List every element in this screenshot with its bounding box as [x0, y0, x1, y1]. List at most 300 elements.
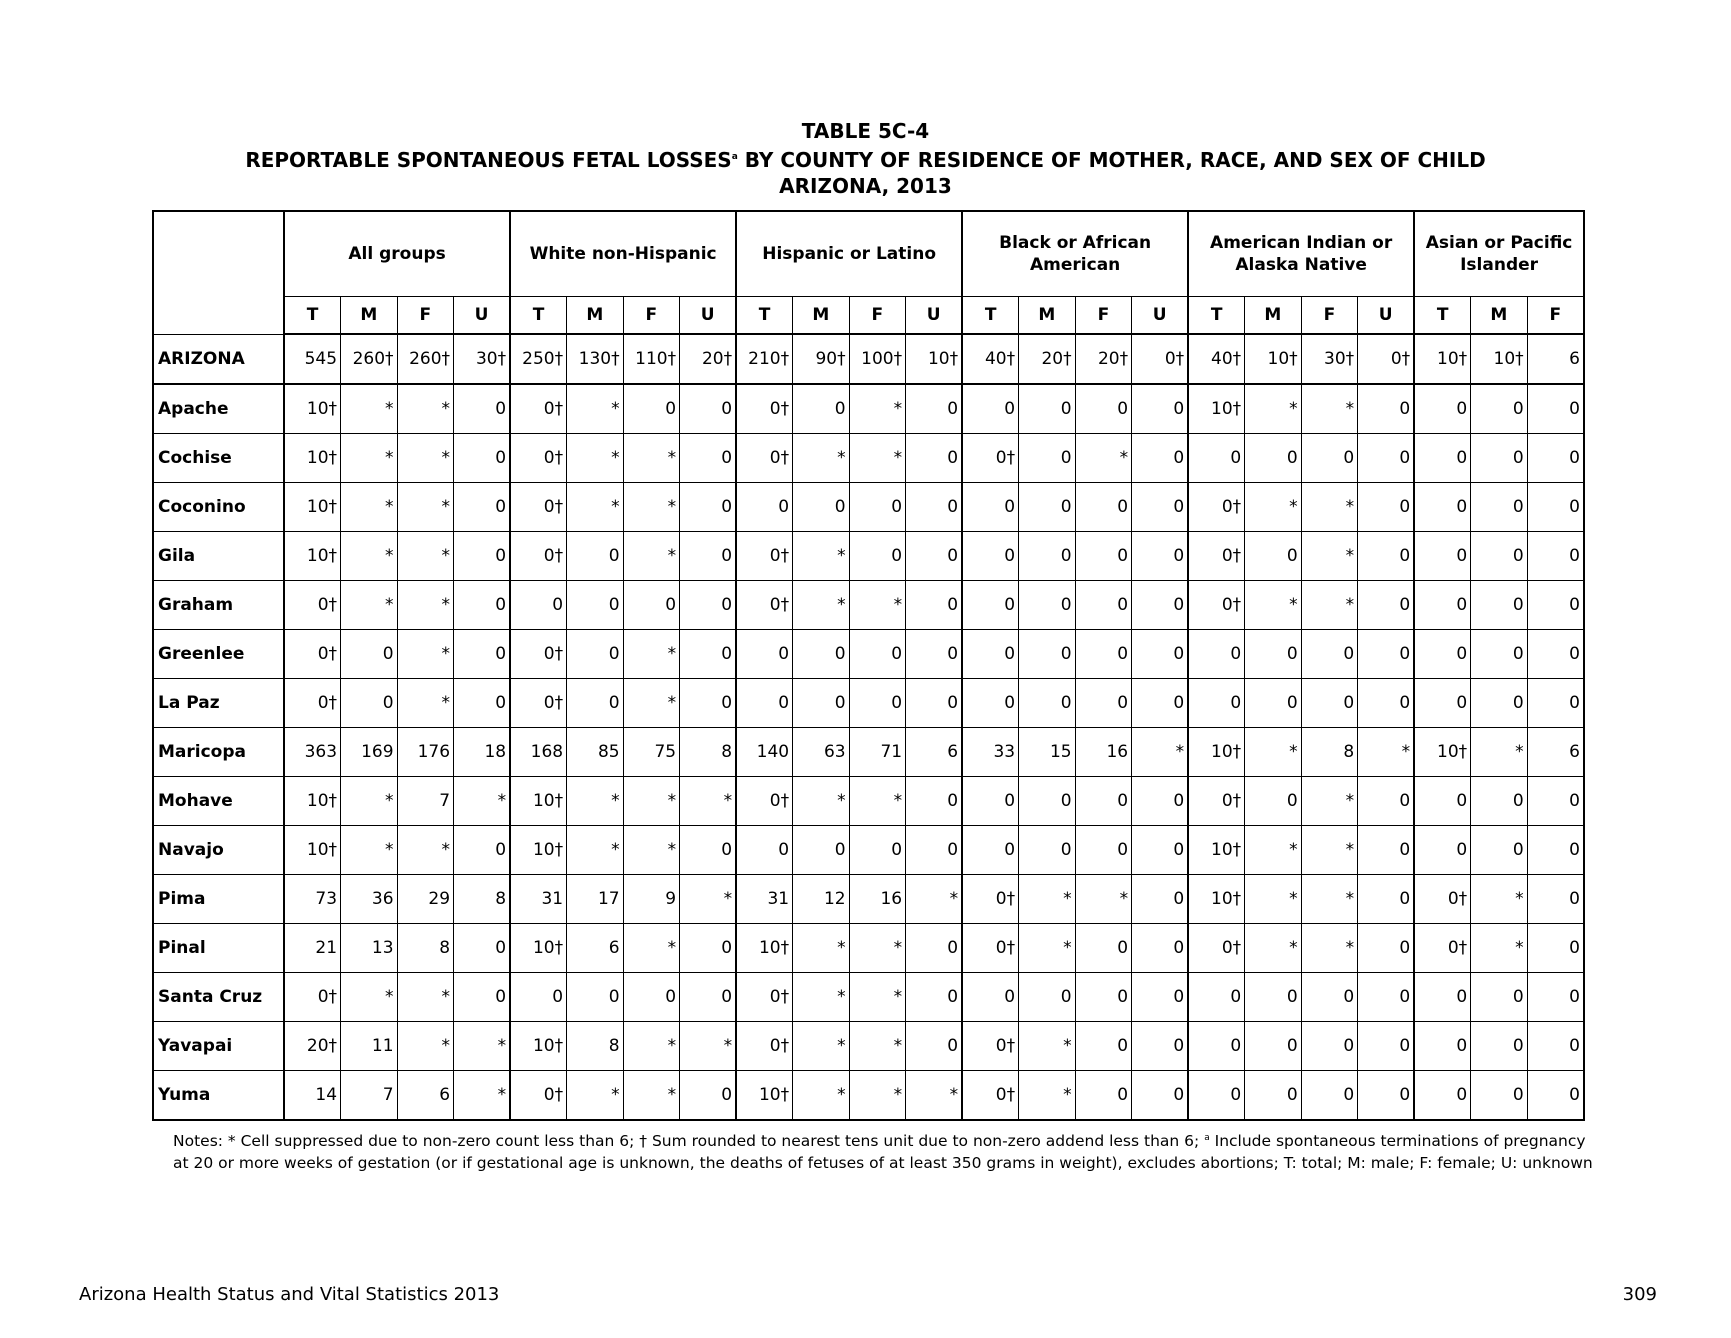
table-row [153, 334, 1584, 384]
column-header: T [962, 297, 1019, 335]
table-cell: 0 [454, 483, 511, 532]
table-cell: 10† [1414, 334, 1471, 384]
table-cell: 63 [793, 728, 850, 777]
table-cell: 0 [567, 581, 624, 630]
column-header: U [454, 297, 511, 335]
table-cell: 10† [284, 532, 341, 581]
notes-footnote-marker: a [1204, 1133, 1210, 1143]
table-cell: * [793, 1071, 850, 1121]
table-cell: 0 [1188, 1022, 1245, 1071]
table-cell: 0† [284, 581, 341, 630]
table-cell: 0† [736, 581, 793, 630]
table-cell: 0 [1075, 973, 1132, 1022]
table-cell: 10† [1188, 875, 1245, 924]
table-cell: 0 [1414, 581, 1471, 630]
table-cell: 0 [454, 973, 511, 1022]
table-cell: 0 [962, 384, 1019, 434]
table-cell: 0 [1019, 973, 1076, 1022]
table-cell: 168 [510, 728, 567, 777]
row-label: Gila [153, 532, 284, 581]
table-cell: 0 [906, 826, 963, 875]
table-cell: 8 [680, 728, 737, 777]
table-cell: 0 [341, 679, 398, 728]
table-cell: 0 [1132, 630, 1189, 679]
table-cell: 0 [849, 630, 906, 679]
table-cell: 0† [284, 973, 341, 1022]
table-cell: 0† [1414, 924, 1471, 973]
table-cell: * [341, 973, 398, 1022]
table-cell: 545 [284, 334, 341, 384]
column-header: U [1358, 297, 1415, 335]
table-cell: 0 [680, 384, 737, 434]
title-line-3: ARIZONA, 2013 [779, 174, 952, 198]
table-cell: * [1075, 434, 1132, 483]
table-cell: 0 [1132, 483, 1189, 532]
table-cell: 0 [1075, 483, 1132, 532]
fetal-losses-table [152, 210, 1585, 1121]
notes-text-1: Notes: * Cell suppressed due to non-zero count less than 6; † Sum rounded to nearest tens unit due to non-zero addend less than 6; [173, 1132, 1205, 1151]
table-cell: 0 [1019, 777, 1076, 826]
table-cell: 0 [736, 630, 793, 679]
table-cell: 0 [1301, 630, 1358, 679]
table-cell: * [849, 924, 906, 973]
table-cell: 0† [962, 1022, 1019, 1071]
group-header: American Indian or Alaska Native [1188, 211, 1414, 297]
table-cell: 0 [623, 581, 680, 630]
table-cell: * [454, 777, 511, 826]
table-cell: 90† [793, 334, 850, 384]
column-header: T [284, 297, 341, 335]
table-cell: 0† [1414, 875, 1471, 924]
table-row [153, 973, 1584, 1022]
table-cell: 0 [1132, 875, 1189, 924]
table-cell: * [1301, 924, 1358, 973]
table-cell: 31 [510, 875, 567, 924]
column-header: M [1245, 297, 1302, 335]
table-cell: * [849, 1071, 906, 1121]
table-cell: 0 [341, 630, 398, 679]
table-cell: * [341, 434, 398, 483]
table-cell: * [567, 826, 624, 875]
table-cell: 0 [680, 924, 737, 973]
table-cell: 0 [906, 679, 963, 728]
table-cell: 260† [341, 334, 398, 384]
table-cell: 30† [1301, 334, 1358, 384]
table-cell: 16 [1075, 728, 1132, 777]
table-cell: * [567, 384, 624, 434]
table-cell: 0 [1414, 1071, 1471, 1121]
table-cell: 0† [962, 875, 1019, 924]
column-header: F [397, 297, 454, 335]
row-label: Coconino [153, 483, 284, 532]
title-line-1: TABLE 5C-4 [801, 119, 930, 143]
table-cell: 0 [1358, 581, 1415, 630]
table-cell: 0 [1245, 630, 1302, 679]
table-cell: 16 [849, 875, 906, 924]
table-cell: 0† [1188, 777, 1245, 826]
column-header: M [793, 297, 850, 335]
table-cell: 0† [510, 434, 567, 483]
table-cell: * [397, 826, 454, 875]
group-header: Black or African American [962, 211, 1188, 297]
table-cell: 0 [1527, 924, 1584, 973]
table-row [153, 532, 1584, 581]
table-cell: * [1471, 728, 1528, 777]
table-cell: * [793, 777, 850, 826]
table-cell: * [1245, 384, 1302, 434]
table-cell: 250† [510, 334, 567, 384]
table-cell: 17 [567, 875, 624, 924]
table-cell: 0 [1188, 1071, 1245, 1121]
table-cell: 10† [510, 826, 567, 875]
column-header: F [1527, 297, 1584, 335]
table-cell: 40† [962, 334, 1019, 384]
table-cell: 0 [1132, 826, 1189, 875]
table-cell: * [397, 532, 454, 581]
table-cell: 0 [1471, 826, 1528, 875]
table-cell: * [1075, 875, 1132, 924]
table-cell: 0† [736, 973, 793, 1022]
table-cell: 0 [1358, 1022, 1415, 1071]
table-cell: * [849, 581, 906, 630]
table-cell: 0 [623, 384, 680, 434]
table-cell: 0 [1301, 1022, 1358, 1071]
table-cell: 176 [397, 728, 454, 777]
group-header-row [153, 211, 1584, 297]
table-cell: 0 [962, 826, 1019, 875]
table-cell: 0 [1019, 483, 1076, 532]
table-cell: 0 [849, 826, 906, 875]
table-cell: * [454, 1022, 511, 1071]
table-cell: 0 [849, 532, 906, 581]
table-cell: 0 [962, 581, 1019, 630]
table-cell: * [1301, 875, 1358, 924]
table-cell: 0 [1358, 973, 1415, 1022]
column-header: U [906, 297, 963, 335]
table-cell: * [341, 384, 398, 434]
table-cell: 0† [1188, 581, 1245, 630]
table-cell: 12 [793, 875, 850, 924]
row-label: Graham [153, 581, 284, 630]
table-cell: * [1019, 875, 1076, 924]
table-cell: 0 [1358, 384, 1415, 434]
table-cell: * [1019, 1022, 1076, 1071]
table-cell: 0 [623, 973, 680, 1022]
table-cell: 0 [1132, 1022, 1189, 1071]
row-label: Greenlee [153, 630, 284, 679]
table-cell: 0 [1358, 875, 1415, 924]
table-cell: 0 [454, 532, 511, 581]
table-cell: * [623, 532, 680, 581]
title-line-2 [0, 144, 1731, 173]
table-cell: 0 [567, 532, 624, 581]
table-cell: 140 [736, 728, 793, 777]
table-cell: 0 [1358, 924, 1415, 973]
table-cell: 0 [1019, 434, 1076, 483]
table-cell: 21 [284, 924, 341, 973]
table-cell: 0† [510, 1071, 567, 1121]
table-cell: 73 [284, 875, 341, 924]
table-title [0, 118, 1731, 199]
table-cell: 0 [1527, 384, 1584, 434]
table-cell: 0† [510, 483, 567, 532]
column-header: T [1188, 297, 1245, 335]
table-cell: 0 [1019, 826, 1076, 875]
table-cell: * [1471, 875, 1528, 924]
table-cell: * [341, 483, 398, 532]
table-cell: 0† [736, 532, 793, 581]
table-cell: 0 [736, 679, 793, 728]
table-cell: 0 [680, 1071, 737, 1121]
table-cell: * [1132, 728, 1189, 777]
table-cell: * [1245, 924, 1302, 973]
table-cell: * [1301, 581, 1358, 630]
table-cell: * [397, 434, 454, 483]
table-cell: * [623, 483, 680, 532]
table-cell: 0 [1075, 1022, 1132, 1071]
table-cell: * [680, 875, 737, 924]
table-cell: 0 [1132, 1071, 1189, 1121]
table-cell: 0 [1527, 826, 1584, 875]
row-label: Yuma [153, 1071, 284, 1121]
column-header: F [849, 297, 906, 335]
table-cell: * [793, 581, 850, 630]
table-cell: 0 [962, 973, 1019, 1022]
table-cell: 0† [736, 777, 793, 826]
table-cell: 18 [454, 728, 511, 777]
table-cell: 0 [962, 483, 1019, 532]
table-cell: * [1301, 826, 1358, 875]
table-cell: 169 [341, 728, 398, 777]
column-header: M [1019, 297, 1076, 335]
table-cell: 0 [906, 777, 963, 826]
page-number: 309 [1622, 1284, 1657, 1305]
table-cell: 0 [1358, 630, 1415, 679]
table-cell: 0† [962, 1071, 1019, 1121]
table-cell: * [849, 973, 906, 1022]
notes-text-2: Include spontaneous terminations of pregnancy at 20 or more weeks of gestation (or if gestational age is unknown, the deaths of fetuses of at least 350 grams in weight), excludes abortions; T: total; M: male; F: female; U: unknown [173, 1132, 1593, 1173]
table-cell: 0 [1019, 581, 1076, 630]
table-cell: 71 [849, 728, 906, 777]
table-cell: 0 [680, 434, 737, 483]
table-cell: * [793, 1022, 850, 1071]
table-cell: * [1245, 826, 1302, 875]
table-cell: 0 [510, 973, 567, 1022]
table-cell: 0 [454, 434, 511, 483]
table-cell: 10† [510, 1022, 567, 1071]
group-header: All groups [284, 211, 510, 297]
table-row [153, 826, 1584, 875]
table-cell: * [623, 630, 680, 679]
table-cell: 0 [1471, 777, 1528, 826]
table-cell: 10† [1188, 826, 1245, 875]
column-header: F [623, 297, 680, 335]
column-header: F [1075, 297, 1132, 335]
row-label: Yavapai [153, 1022, 284, 1071]
table-cell: * [1358, 728, 1415, 777]
table-cell: 10† [1471, 334, 1528, 384]
table-cell: 0† [510, 679, 567, 728]
group-header: Hispanic or Latino [736, 211, 962, 297]
table-cell: 0† [510, 630, 567, 679]
table-cell: 210† [736, 334, 793, 384]
table-row [153, 875, 1584, 924]
table-cell: 0 [1471, 1071, 1528, 1121]
table-cell: 0 [1527, 875, 1584, 924]
table-cell: * [849, 777, 906, 826]
row-label: Maricopa [153, 728, 284, 777]
table-cell: 130† [567, 334, 624, 384]
title-line-2-main: REPORTABLE SPONTANEOUS FETAL LOSSES [245, 148, 732, 172]
table-cell: 0 [1471, 483, 1528, 532]
table-cell: 31 [736, 875, 793, 924]
table-cell: 0 [1132, 581, 1189, 630]
table-cell: 0 [1471, 679, 1528, 728]
table-row [153, 1022, 1584, 1071]
table-cell: 20† [284, 1022, 341, 1071]
table-cell: 11 [341, 1022, 398, 1071]
column-header: U [680, 297, 737, 335]
table-cell: 0 [1358, 483, 1415, 532]
table-row [153, 434, 1584, 483]
table-cell: 0 [454, 384, 511, 434]
table-cell: 10† [1188, 384, 1245, 434]
table-row [153, 679, 1584, 728]
table-cell: * [793, 532, 850, 581]
table-cell: 0† [1188, 924, 1245, 973]
table-cell: 20† [1075, 334, 1132, 384]
table-cell: 0 [1414, 630, 1471, 679]
table-cell: 0 [1358, 434, 1415, 483]
column-header: T [1414, 297, 1471, 335]
table-cell: 0 [1358, 532, 1415, 581]
table-cell: * [397, 581, 454, 630]
table-cell: * [397, 1022, 454, 1071]
table-row [153, 777, 1584, 826]
table-cell: 7 [341, 1071, 398, 1121]
table-cell: 6 [567, 924, 624, 973]
table-cell: * [341, 826, 398, 875]
table-cell: 0 [1414, 483, 1471, 532]
table-cell: * [1245, 728, 1302, 777]
table-cell: 0 [680, 679, 737, 728]
table-cell: 0 [1019, 679, 1076, 728]
table-cell: 0 [793, 630, 850, 679]
table-cell: 0 [962, 532, 1019, 581]
table-cell: 0 [1132, 777, 1189, 826]
table-cell: 0† [1188, 483, 1245, 532]
table-cell: 0 [1075, 679, 1132, 728]
table-cell: 10† [284, 483, 341, 532]
table-cell: 0† [1132, 334, 1189, 384]
table-cell: 6 [906, 728, 963, 777]
table-cell: 0 [1414, 777, 1471, 826]
column-header: U [1132, 297, 1189, 335]
table-cell: 8 [397, 924, 454, 973]
table-cell: 0 [1414, 679, 1471, 728]
table-cell: 110† [623, 334, 680, 384]
table-cell: 0 [1188, 434, 1245, 483]
table-cell: 15 [1019, 728, 1076, 777]
table-cell: 0 [1132, 532, 1189, 581]
table-row [153, 384, 1584, 434]
table-cell: 10† [1188, 728, 1245, 777]
table-cell: * [1245, 875, 1302, 924]
table-cell: 10† [1414, 728, 1471, 777]
table-cell: * [1471, 924, 1528, 973]
table-cell: 0 [1471, 434, 1528, 483]
table-cell: 0† [736, 434, 793, 483]
footer-publication: Arizona Health Status and Vital Statistics 2013 [79, 1284, 500, 1305]
table-notes [173, 1127, 1593, 1174]
table-cell: 0 [454, 924, 511, 973]
table-cell: 0 [454, 581, 511, 630]
table-cell: 0 [1132, 384, 1189, 434]
table-cell: 0† [736, 1022, 793, 1071]
table-cell: 10† [1245, 334, 1302, 384]
table-cell: 13 [341, 924, 398, 973]
table-cell: 0 [1527, 581, 1584, 630]
table-cell: 0 [906, 532, 963, 581]
table-cell: 0 [1358, 777, 1415, 826]
table-cell: 10† [510, 777, 567, 826]
table-cell: * [1301, 777, 1358, 826]
table-cell: 0 [1301, 1071, 1358, 1121]
table-cell: 6 [1527, 728, 1584, 777]
table-cell: 0† [1188, 532, 1245, 581]
table-cell: * [623, 777, 680, 826]
table-cell: 0 [906, 384, 963, 434]
table-cell: 10† [736, 924, 793, 973]
table-cell: 0 [680, 581, 737, 630]
table-row [153, 1071, 1584, 1121]
table-cell: 0 [906, 581, 963, 630]
table-row [153, 483, 1584, 532]
table-cell: 0 [1527, 1071, 1584, 1121]
table-row [153, 630, 1584, 679]
table-cell: * [906, 1071, 963, 1121]
table-row [153, 924, 1584, 973]
table-cell: 0 [906, 630, 963, 679]
table-cell: 0 [1075, 826, 1132, 875]
table-cell: * [567, 777, 624, 826]
table-cell: 0 [1414, 826, 1471, 875]
table-cell: 0 [680, 483, 737, 532]
table-cell: 100† [849, 334, 906, 384]
table-cell: 0 [567, 630, 624, 679]
table-cell: 0 [962, 777, 1019, 826]
row-label: Pinal [153, 924, 284, 973]
table-cell: * [1301, 384, 1358, 434]
table-cell: 0† [1358, 334, 1415, 384]
table-cell: 0 [454, 679, 511, 728]
group-header: Asian or Pacific Islander [1414, 211, 1584, 297]
table-cell: 0 [1132, 679, 1189, 728]
table-cell: * [567, 483, 624, 532]
table-cell: 0 [1019, 630, 1076, 679]
table-cell: 0 [1245, 1071, 1302, 1121]
row-label: Cochise [153, 434, 284, 483]
table-cell: 8 [1301, 728, 1358, 777]
row-label: Apache [153, 384, 284, 434]
table-cell: 0 [1414, 973, 1471, 1022]
table-cell: 0 [1075, 1071, 1132, 1121]
table-cell: 0 [1075, 630, 1132, 679]
table-cell: 0 [736, 826, 793, 875]
table-cell: 0 [906, 1022, 963, 1071]
table-cell: 0 [1188, 630, 1245, 679]
table-cell: * [397, 679, 454, 728]
